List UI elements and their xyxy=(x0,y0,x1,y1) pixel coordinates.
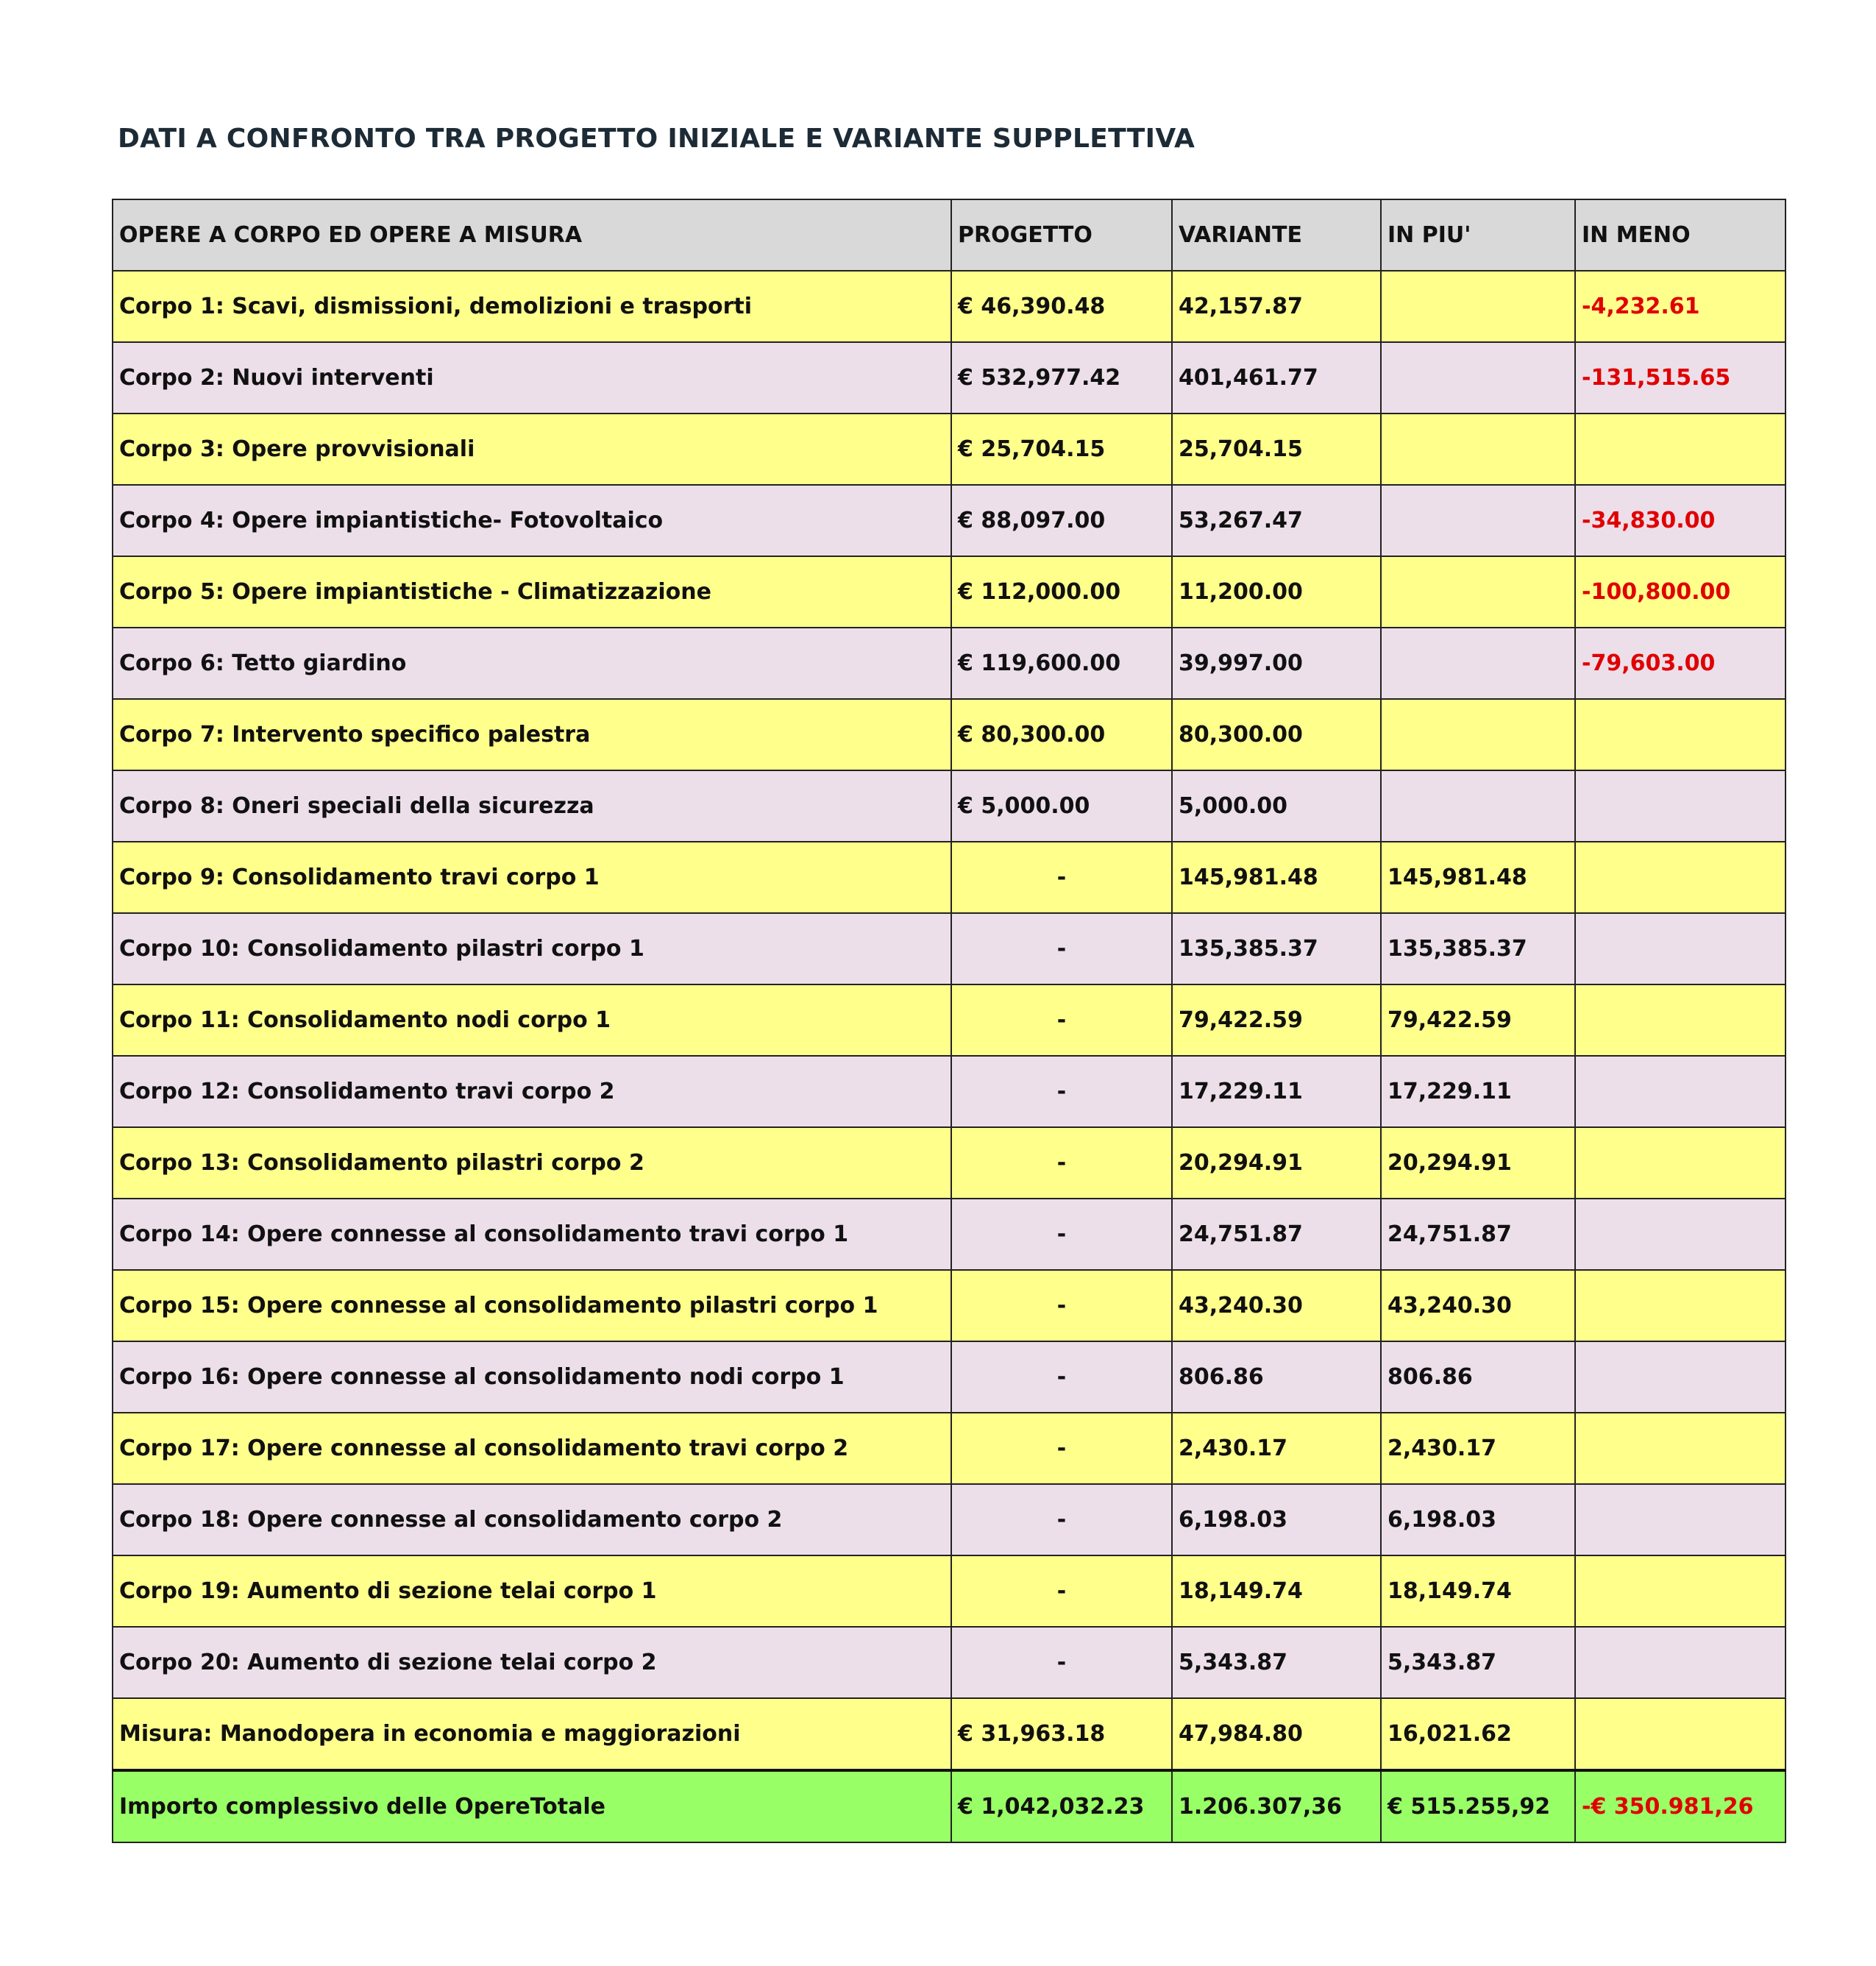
row-label: Corpo 12: Consolidamento travi corpo 2 xyxy=(113,1056,951,1127)
cell-in-meno xyxy=(1575,1127,1786,1199)
table-row xyxy=(113,271,1786,342)
cell-in-piu xyxy=(1381,556,1575,628)
cell-variante: 18,149.74 xyxy=(1172,1555,1381,1627)
row-label: Corpo 17: Opere connesse al consolidamento travi corpo 2 xyxy=(113,1413,951,1484)
cell-in-meno xyxy=(1575,1484,1786,1555)
cell-in-meno xyxy=(1575,770,1786,842)
cell-in-meno xyxy=(1575,699,1786,770)
cell-in-meno: -131,515.65 xyxy=(1575,342,1786,414)
table-row xyxy=(113,1555,1786,1627)
cell-variante: 80,300.00 xyxy=(1172,699,1381,770)
total-label: Importo complessivo delle OpereTotale xyxy=(113,1770,951,1842)
cell-in-piu xyxy=(1381,342,1575,414)
row-label: Corpo 6: Tetto giardino xyxy=(113,628,951,699)
row-label: Corpo 3: Opere provvisionali xyxy=(113,414,951,485)
total-row xyxy=(113,1770,1786,1842)
cell-in-piu xyxy=(1381,414,1575,485)
row-label: Corpo 20: Aumento di sezione telai corpo 2 xyxy=(113,1627,951,1698)
cell-in-meno xyxy=(1575,1698,1786,1770)
cell-progetto: - xyxy=(951,842,1172,913)
cell-variante: 39,997.00 xyxy=(1172,628,1381,699)
cell-in-meno xyxy=(1575,842,1786,913)
cell-in-piu: 135,385.37 xyxy=(1381,913,1575,984)
row-label: Corpo 5: Opere impiantistiche - Climatizzazione xyxy=(113,556,951,628)
cell-in-meno xyxy=(1575,1270,1786,1341)
cell-variante: 79,422.59 xyxy=(1172,984,1381,1056)
table-row xyxy=(113,1341,1786,1413)
cell-variante: 135,385.37 xyxy=(1172,913,1381,984)
cell-variante: 25,704.15 xyxy=(1172,414,1381,485)
header-in-piu: IN PIU' xyxy=(1381,199,1575,271)
table-row xyxy=(113,913,1786,984)
table-row xyxy=(113,1413,1786,1484)
cell-progetto: € 46,390.48 xyxy=(951,271,1172,342)
header-progetto: PROGETTO xyxy=(951,199,1172,271)
row-label: Misura: Manodopera in economia e maggiorazioni xyxy=(113,1698,951,1770)
cell-progetto: € 31,963.18 xyxy=(951,1698,1172,1770)
cell-in-meno xyxy=(1575,984,1786,1056)
cell-in-piu xyxy=(1381,628,1575,699)
cell-in-piu: 6,198.03 xyxy=(1381,1484,1575,1555)
total-in-meno: -€ 350.981,26 xyxy=(1575,1770,1786,1842)
cell-in-piu: 24,751.87 xyxy=(1381,1199,1575,1270)
cell-variante: 43,240.30 xyxy=(1172,1270,1381,1341)
cell-in-meno: -100,800.00 xyxy=(1575,556,1786,628)
cell-progetto: - xyxy=(951,1199,1172,1270)
cell-variante: 2,430.17 xyxy=(1172,1413,1381,1484)
cell-progetto: € 80,300.00 xyxy=(951,699,1172,770)
table-header xyxy=(113,199,1786,271)
cell-in-piu: 18,149.74 xyxy=(1381,1555,1575,1627)
table-row xyxy=(113,556,1786,628)
header-opere: OPERE A CORPO ED OPERE A MISURA xyxy=(113,199,951,271)
table-row xyxy=(113,342,1786,414)
table-row xyxy=(113,628,1786,699)
table-row xyxy=(113,984,1786,1056)
cell-in-piu xyxy=(1381,770,1575,842)
page-title: DATI A CONFRONTO TRA PROGETTO INIZIALE E VARIANTE SUPPLETTIVA xyxy=(118,124,1195,154)
cell-in-meno xyxy=(1575,1413,1786,1484)
cell-variante: 17,229.11 xyxy=(1172,1056,1381,1127)
header-in-meno: IN MENO xyxy=(1575,199,1786,271)
cell-variante: 53,267.47 xyxy=(1172,485,1381,556)
cell-variante: 20,294.91 xyxy=(1172,1127,1381,1199)
cell-progetto: € 25,704.15 xyxy=(951,414,1172,485)
table-row xyxy=(113,1056,1786,1127)
cell-in-meno: -79,603.00 xyxy=(1575,628,1786,699)
cell-in-piu: 43,240.30 xyxy=(1381,1270,1575,1341)
row-label: Corpo 15: Opere connesse al consolidamento pilastri corpo 1 xyxy=(113,1270,951,1341)
cell-variante: 47,984.80 xyxy=(1172,1698,1381,1770)
table-row xyxy=(113,1484,1786,1555)
cell-in-meno xyxy=(1575,1056,1786,1127)
cell-progetto: € 88,097.00 xyxy=(951,485,1172,556)
cell-variante: 5,000.00 xyxy=(1172,770,1381,842)
cell-progetto: - xyxy=(951,1627,1172,1698)
row-label: Corpo 10: Consolidamento pilastri corpo 1 xyxy=(113,913,951,984)
row-label: Corpo 4: Opere impiantistiche- Fotovoltaico xyxy=(113,485,951,556)
table-footer xyxy=(113,1770,1786,1842)
cell-in-piu: 16,021.62 xyxy=(1381,1698,1575,1770)
cell-in-meno xyxy=(1575,414,1786,485)
cell-in-piu: 20,294.91 xyxy=(1381,1127,1575,1199)
row-label: Corpo 9: Consolidamento travi corpo 1 xyxy=(113,842,951,913)
table-row xyxy=(113,842,1786,913)
cell-in-piu: 2,430.17 xyxy=(1381,1413,1575,1484)
cell-in-piu: 5,343.87 xyxy=(1381,1627,1575,1698)
row-label: Corpo 13: Consolidamento pilastri corpo 2 xyxy=(113,1127,951,1199)
cell-progetto: - xyxy=(951,984,1172,1056)
cell-variante: 24,751.87 xyxy=(1172,1199,1381,1270)
table-row xyxy=(113,1127,1786,1199)
cell-in-meno xyxy=(1575,1555,1786,1627)
cell-variante: 401,461.77 xyxy=(1172,342,1381,414)
cell-variante: 806.86 xyxy=(1172,1341,1381,1413)
cell-progetto: - xyxy=(951,1056,1172,1127)
cell-in-piu xyxy=(1381,485,1575,556)
row-label: Corpo 11: Consolidamento nodi corpo 1 xyxy=(113,984,951,1056)
cell-progetto: - xyxy=(951,1484,1172,1555)
total-variante: 1.206.307,36 xyxy=(1172,1770,1381,1842)
cell-in-piu xyxy=(1381,271,1575,342)
cell-variante: 42,157.87 xyxy=(1172,271,1381,342)
cell-in-piu: 806.86 xyxy=(1381,1341,1575,1413)
table-row xyxy=(113,1199,1786,1270)
table-row xyxy=(113,485,1786,556)
cell-in-meno: -4,232.61 xyxy=(1575,271,1786,342)
cell-in-meno xyxy=(1575,1341,1786,1413)
cell-in-meno xyxy=(1575,1199,1786,1270)
cell-progetto: - xyxy=(951,1341,1172,1413)
cell-progetto: - xyxy=(951,1127,1172,1199)
cell-progetto: - xyxy=(951,913,1172,984)
cell-in-piu: 145,981.48 xyxy=(1381,842,1575,913)
cell-progetto: - xyxy=(951,1413,1172,1484)
table-row xyxy=(113,699,1786,770)
cell-variante: 5,343.87 xyxy=(1172,1627,1381,1698)
cell-in-meno: -34,830.00 xyxy=(1575,485,1786,556)
row-label: Corpo 1: Scavi, dismissioni, demolizioni e trasporti xyxy=(113,271,951,342)
row-label: Corpo 18: Opere connesse al consolidamento corpo 2 xyxy=(113,1484,951,1555)
table-body xyxy=(113,271,1786,1770)
cell-in-piu xyxy=(1381,699,1575,770)
cell-in-piu: 79,422.59 xyxy=(1381,984,1575,1056)
cell-variante: 145,981.48 xyxy=(1172,842,1381,913)
cell-in-meno xyxy=(1575,1627,1786,1698)
cell-progetto: - xyxy=(951,1270,1172,1341)
cell-progetto: € 532,977.42 xyxy=(951,342,1172,414)
row-label: Corpo 7: Intervento specifico palestra xyxy=(113,699,951,770)
cell-progetto: € 5,000.00 xyxy=(951,770,1172,842)
cell-progetto: € 112,000.00 xyxy=(951,556,1172,628)
cell-variante: 6,198.03 xyxy=(1172,1484,1381,1555)
cell-progetto: - xyxy=(951,1555,1172,1627)
cell-in-piu: 17,229.11 xyxy=(1381,1056,1575,1127)
total-progetto: € 1,042,032.23 xyxy=(951,1770,1172,1842)
table-row xyxy=(113,414,1786,485)
table-row xyxy=(113,1270,1786,1341)
row-label: Corpo 14: Opere connesse al consolidamento travi corpo 1 xyxy=(113,1199,951,1270)
cell-progetto: € 119,600.00 xyxy=(951,628,1172,699)
row-label: Corpo 8: Oneri speciali della sicurezza xyxy=(113,770,951,842)
table-row xyxy=(113,1627,1786,1698)
row-label: Corpo 19: Aumento di sezione telai corpo 1 xyxy=(113,1555,951,1627)
total-in-piu: € 515.255,92 xyxy=(1381,1770,1575,1842)
cell-variante: 11,200.00 xyxy=(1172,556,1381,628)
header-variante: VARIANTE xyxy=(1172,199,1381,271)
row-label: Corpo 16: Opere connesse al consolidamento nodi corpo 1 xyxy=(113,1341,951,1413)
table-row xyxy=(113,770,1786,842)
table-row xyxy=(113,1698,1786,1770)
row-label: Corpo 2: Nuovi interventi xyxy=(113,342,951,414)
comparison-table xyxy=(112,199,1786,1843)
cell-in-meno xyxy=(1575,913,1786,984)
